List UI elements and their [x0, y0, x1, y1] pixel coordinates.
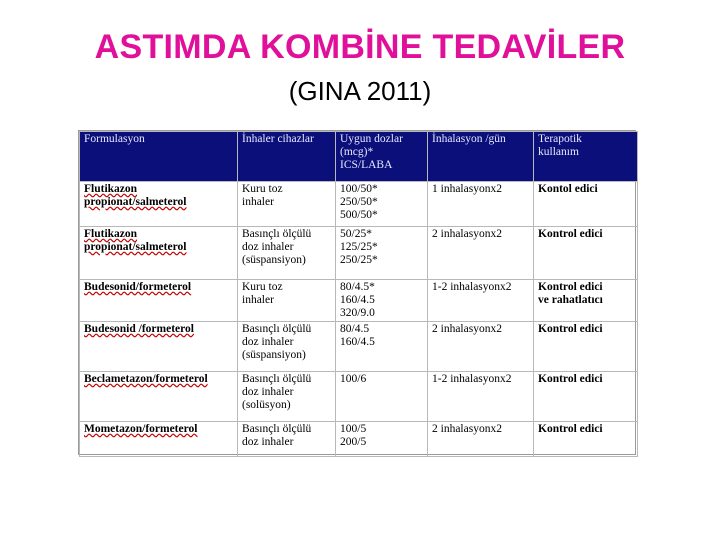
table-row	[80, 322, 638, 372]
cell-doses: 100/50* 250/50* 500/50*	[336, 182, 428, 227]
table-row	[80, 422, 638, 457]
cell-drug: Beclametazon/formeterol	[80, 372, 238, 422]
cell-doses: 100/5 200/5	[336, 422, 428, 457]
cell-drug: Budesonid/formeterol	[80, 280, 238, 322]
cell-inhalation: 1-2 inhalasyonx2	[428, 280, 534, 322]
cell-doses: 100/6	[336, 372, 428, 422]
cell-device: Basınçlı ölçülü doz inhaler (solüsyon)	[238, 372, 336, 422]
cell-drug: Mometazon/formeterol	[80, 422, 238, 457]
cell-drug: Budesonid /formeterol	[80, 322, 238, 372]
cell-device: Basınçlı ölçülü doz inhaler (süspansiyon)	[238, 322, 336, 372]
cell-device: Basınçlı ölçülü doz inhaler	[238, 422, 336, 457]
cell-doses: 50/25* 125/25* 250/25*	[336, 227, 428, 280]
cell-inhalation: 1 inhalasyonx2	[428, 182, 534, 227]
cell-drug: Flutikazon propionat/salmeterol	[80, 227, 238, 280]
combination-therapy-table	[79, 131, 638, 457]
header-inhaler-devices: İnhaler cihazlar	[238, 132, 336, 182]
cell-use: Kontol edici	[534, 182, 638, 227]
cell-use: Kontrol edici ve rahatlatıcı	[534, 280, 638, 322]
table-row	[80, 182, 638, 227]
cell-drug: Flutikazon propionat/salmeterol	[80, 182, 238, 227]
cell-inhalation: 2 inhalasyonx2	[428, 227, 534, 280]
header-formulation: Formulasyon	[80, 132, 238, 182]
table-row	[80, 372, 638, 422]
cell-doses: 80/4.5* 160/4.5 320/9.0	[336, 280, 428, 322]
cell-use: Kontrol edici	[534, 322, 638, 372]
header-inhalation-per-day: İnhalasyon /gün	[428, 132, 534, 182]
cell-use: Kontrol edici	[534, 372, 638, 422]
header-doses: Uygun dozlar (mcg)* ICS/LABA	[336, 132, 428, 182]
cell-doses: 80/4.5 160/4.5	[336, 322, 428, 372]
slide-title: ASTIMDA KOMBİNE TEDAVİLER	[94, 28, 626, 66]
cell-use: Kontrol edici	[534, 422, 638, 457]
cell-device: Kuru toz inhaler	[238, 182, 336, 227]
cell-inhalation: 2 inhalasyonx2	[428, 322, 534, 372]
cell-device: Kuru toz inhaler	[238, 280, 336, 322]
cell-device: Basınçlı ölçülü doz inhaler (süspansiyon)	[238, 227, 336, 280]
cell-use: Kontrol edici	[534, 227, 638, 280]
header-therapeutic-use: Terapotik kullanım	[534, 132, 638, 182]
table-row	[80, 280, 638, 322]
slide-subtitle: (GINA 2011)	[288, 76, 432, 106]
table-header-row	[80, 132, 638, 182]
table-row	[80, 227, 638, 280]
cell-inhalation: 1-2 inhalasyonx2	[428, 372, 534, 422]
cell-inhalation: 2 inhalasyonx2	[428, 422, 534, 457]
combination-therapy-table-container	[78, 130, 636, 455]
